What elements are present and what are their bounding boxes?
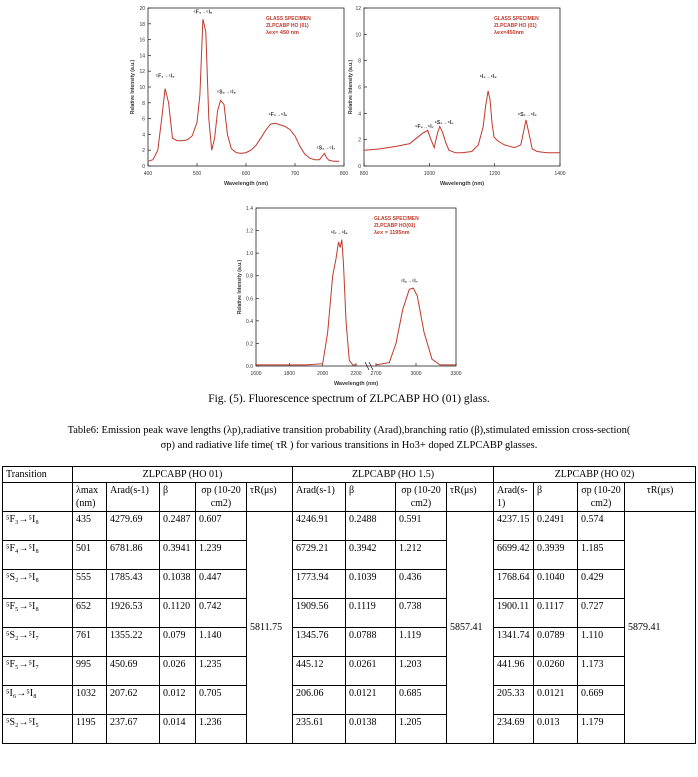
spectrum-chart-mir <box>232 200 468 390</box>
cell-arad-3: 4237.15 <box>494 512 534 541</box>
cell-beta-1: 0.012 <box>160 686 196 715</box>
cell-sigma-3: 1.185 <box>578 541 625 570</box>
cell-beta-1: 0.2487 <box>160 512 196 541</box>
cell-transition: ⁵I₆→⁵I₈ <box>3 686 73 715</box>
cell-sigma-2: 1.212 <box>396 541 447 570</box>
cell-lambda: 435 <box>73 512 107 541</box>
cell-arad-1: 1926.53 <box>107 599 160 628</box>
header-arad-1: Arad(s-1) <box>107 483 160 512</box>
cell-beta-2: 0.0788 <box>346 628 396 657</box>
spectrum-chart-mir-svg <box>232 200 468 390</box>
x-tick-label: 800 <box>339 171 349 177</box>
cell-arad-3: 6699.42 <box>494 541 534 570</box>
y-axis-label: Relative Intensity (a.u.) <box>348 59 354 115</box>
cell-sigma-3: 0.669 <box>578 686 625 715</box>
x-tick-label: 1400 <box>554 171 566 177</box>
cell-arad-2: 1345.76 <box>293 628 346 657</box>
cell-sigma-3: 1.173 <box>578 657 625 686</box>
cell-sigma-3: 1.179 <box>578 715 625 744</box>
cell-arad-2: 1773.94 <box>293 570 346 599</box>
legend-entry: λex= 450 nm <box>266 30 299 36</box>
x-tick-label: 1200 <box>489 171 501 177</box>
y-tick-label: 0.4 <box>246 318 253 325</box>
cell-sigma-1: 1.235 <box>196 657 247 686</box>
legend-entry: ZLPCABP HO (01) <box>494 23 537 29</box>
transition-annotation: ⁵I₆→⁵I₈ <box>479 73 497 80</box>
cell-sigma-1: 0.447 <box>196 570 247 599</box>
y-tick-label: 2 <box>142 148 145 155</box>
x-tick-label: 3000 <box>410 371 422 377</box>
header-tau-2: τR(μs) <box>447 483 494 512</box>
header-tau-3: τR(μs) <box>625 483 696 512</box>
y-tick-label: 14 <box>139 53 145 60</box>
cell-sigma-1: 1.239 <box>196 541 247 570</box>
cell-beta-2: 0.0138 <box>346 715 396 744</box>
y-tick-label: 8 <box>142 100 145 107</box>
cell-arad-2: 6729.21 <box>293 541 346 570</box>
table-row <box>3 628 696 657</box>
cell-beta-3: 0.1117 <box>534 599 578 628</box>
cell-transition: ⁵F₄→⁵I₈ <box>3 541 73 570</box>
table-title-line-2: σp) and radiative life time( τR ) for various transitions in Ho3+ doped ZLPCABP glasses. <box>160 440 538 451</box>
transition-annotation: ⁵F₄→⁵I₈ <box>193 9 213 16</box>
cell-beta-3: 0.013 <box>534 715 578 744</box>
x-tick-label: 800 <box>359 171 369 177</box>
cell-tau-3: 5879.41 <box>625 512 696 744</box>
table-group-header-row <box>3 467 696 483</box>
y-tick-label: 12 <box>139 69 145 76</box>
cell-beta-2: 0.3942 <box>346 541 396 570</box>
transition-annotation: ⁵S₂→⁵I₈ <box>216 89 236 96</box>
cell-lambda: 761 <box>73 628 107 657</box>
y-tick-label: 16 <box>139 37 145 44</box>
cell-arad-1: 450.69 <box>107 657 160 686</box>
cell-tau-2: 5857.41 <box>447 512 494 744</box>
table-column-header-row <box>3 483 696 512</box>
cell-arad-3: 441.96 <box>494 657 534 686</box>
cell-sigma-1: 0.607 <box>196 512 247 541</box>
x-axis-label: Wavelength (nm) <box>223 181 269 187</box>
spectrum-chart-nir <box>339 0 572 190</box>
legend-entry: GLASS SPECIMEN <box>266 16 311 22</box>
header-sigma-1: σp (10-20 cm2) <box>196 483 247 512</box>
cell-arad-2: 4246.91 <box>293 512 346 541</box>
header-beta-1: β <box>160 483 196 512</box>
transition-annotation: ⁵F₅→⁵I₇ <box>415 123 434 130</box>
cell-beta-1: 0.026 <box>160 657 196 686</box>
y-tick-label: 4 <box>142 132 145 139</box>
transition-annotation: ⁵S₂→⁵I₇ <box>316 145 336 152</box>
cell-transition: ⁵S₂→⁵I₅ <box>3 715 73 744</box>
x-tick-label: 400 <box>143 171 153 177</box>
cell-lambda: 1032 <box>73 686 107 715</box>
y-tick-label: 1.4 <box>246 206 253 212</box>
table-row <box>3 657 696 686</box>
legend-entry: ZLPCABP HO (01) <box>266 23 309 29</box>
y-tick-label: 6 <box>358 85 361 91</box>
header-arad-2: Arad(s-1) <box>293 483 346 512</box>
transition-annotation: ⁵S₂→⁵I₆ <box>434 119 454 126</box>
header-lambda: λmax (nm) <box>73 483 107 512</box>
series-line <box>376 288 456 365</box>
table-row <box>3 570 696 599</box>
header-sigma-2: σp (10-20 cm2) <box>396 483 447 512</box>
header-arad-3: Arad(s-1) <box>494 483 534 512</box>
cell-beta-1: 0.1120 <box>160 599 196 628</box>
y-tick-label: 8 <box>358 58 361 65</box>
header-empty <box>3 483 73 512</box>
spectrum-chart-nir-svg <box>339 0 572 190</box>
x-tick-label: 1800 <box>283 371 295 377</box>
y-tick-label: 0.8 <box>246 273 253 280</box>
cell-arad-3: 1900.11 <box>494 599 534 628</box>
cell-beta-1: 0.1038 <box>160 570 196 599</box>
cell-beta-2: 0.0121 <box>346 686 396 715</box>
x-tick-label: 700 <box>290 171 300 177</box>
cell-beta-3: 0.2491 <box>534 512 578 541</box>
header-beta-3: β <box>534 483 578 512</box>
cell-beta-3: 0.0121 <box>534 686 578 715</box>
header-group-ho15: ZLPCABP (HO 1.5) <box>293 467 494 483</box>
x-axis-label: Wavelength (nm) <box>439 181 485 187</box>
table-title-line-1: Table6: Emission peak wave lengths (λp),radiative transition probability (Arad),branching ratio (β),stimulated emission cross-section( <box>67 425 631 436</box>
x-tick-label: 1000 <box>423 171 435 177</box>
cell-beta-2: 0.1119 <box>346 599 396 628</box>
transition-annotation: ⁵F₃→⁵I₈ <box>155 73 175 80</box>
emission-table <box>2 466 696 744</box>
transition-annotation: ⁵I₇→⁵I₈ <box>330 229 348 236</box>
header-beta-2: β <box>346 483 396 512</box>
y-tick-label: 1.0 <box>246 251 253 258</box>
spectrum-chart-visible <box>122 0 350 190</box>
cell-beta-3: 0.3939 <box>534 541 578 570</box>
y-axis-label: Relative Intensity (a.u.) <box>130 59 136 115</box>
table-row <box>3 512 696 541</box>
cell-sigma-3: 0.727 <box>578 599 625 628</box>
cell-sigma-2: 0.436 <box>396 570 447 599</box>
y-tick-label: 0 <box>142 164 145 170</box>
x-tick-label: 2700 <box>370 371 382 377</box>
y-tick-label: 20 <box>139 6 145 12</box>
cell-arad-2: 235.61 <box>293 715 346 744</box>
series-line <box>364 91 560 153</box>
transition-annotation: ⁵I₆→⁵I₇ <box>400 278 418 285</box>
cell-sigma-3: 0.574 <box>578 512 625 541</box>
spectrum-chart-visible-svg <box>122 0 350 190</box>
cell-arad-3: 234.69 <box>494 715 534 744</box>
cell-sigma-1: 1.236 <box>196 715 247 744</box>
cell-arad-3: 1768.64 <box>494 570 534 599</box>
cell-sigma-3: 0.429 <box>578 570 625 599</box>
x-tick-label: 1600 <box>250 371 262 377</box>
y-tick-label: 2 <box>358 137 361 144</box>
y-tick-label: 6 <box>142 116 145 123</box>
transition-annotation: ⁵S₂→⁵I₅ <box>517 111 537 118</box>
cell-sigma-2: 0.591 <box>396 512 447 541</box>
legend-entry: ZLPCABP HO(01) <box>374 223 416 229</box>
cell-arad-2: 445.12 <box>293 657 346 686</box>
table-row <box>3 715 696 744</box>
y-tick-label: 0.0 <box>246 364 253 370</box>
cell-arad-1: 237.67 <box>107 715 160 744</box>
cell-beta-1: 0.3941 <box>160 541 196 570</box>
cell-sigma-3: 1.110 <box>578 628 625 657</box>
legend-entry: GLASS SPECIMEN <box>494 16 539 22</box>
cell-beta-2: 0.2488 <box>346 512 396 541</box>
cell-arad-3: 1341.74 <box>494 628 534 657</box>
cell-sigma-1: 0.705 <box>196 686 247 715</box>
plot-frame <box>256 208 456 366</box>
cell-sigma-2: 1.119 <box>396 628 447 657</box>
plot-frame <box>148 8 344 166</box>
cell-arad-1: 4279.69 <box>107 512 160 541</box>
cell-beta-3: 0.1040 <box>534 570 578 599</box>
header-group-ho02: ZLPCABP (HO 02) <box>494 467 696 483</box>
series-line <box>148 19 339 161</box>
header-sigma-3: σp (10-20 cm2) <box>578 483 625 512</box>
y-tick-label: 1.2 <box>246 228 253 235</box>
header-group-ho01: ZLPCABP (HO 01) <box>73 467 293 483</box>
cell-transition: ⁵F₃→⁵I₈ <box>3 512 73 541</box>
transition-annotation: ⁵F₅→⁵I₈ <box>268 112 288 119</box>
cell-arad-1: 207.62 <box>107 686 160 715</box>
cell-sigma-2: 0.685 <box>396 686 447 715</box>
figure-caption: Fig. (5). Fluorescence spectrum of ZLPCABP HO (01) glass. <box>208 393 490 405</box>
y-tick-label: 10 <box>139 85 145 91</box>
cell-lambda: 1195 <box>73 715 107 744</box>
table-row <box>3 686 696 715</box>
cell-arad-1: 1355.22 <box>107 628 160 657</box>
cell-transition: ⁵F₅→⁵I₇ <box>3 657 73 686</box>
x-tick-label: 3300 <box>450 371 462 377</box>
table-row <box>3 599 696 628</box>
cell-beta-1: 0.014 <box>160 715 196 744</box>
x-tick-label: 2200 <box>350 371 362 377</box>
cell-arad-2: 1909.56 <box>293 599 346 628</box>
y-tick-label: 4 <box>358 111 361 118</box>
cell-transition: ⁵S₂→⁵I₈ <box>3 570 73 599</box>
y-axis-label: Relative Intensity (a.u.) <box>237 259 243 315</box>
cell-beta-3: 0.0789 <box>534 628 578 657</box>
y-tick-label: 18 <box>139 21 145 28</box>
cell-arad-1: 1785.43 <box>107 570 160 599</box>
x-tick-label: 500 <box>192 171 202 177</box>
cell-beta-3: 0.0260 <box>534 657 578 686</box>
x-tick-label: 600 <box>241 171 251 177</box>
cell-lambda: 555 <box>73 570 107 599</box>
header-tau-1: τR(μs) <box>247 483 293 512</box>
cell-sigma-1: 1.140 <box>196 628 247 657</box>
cell-lambda: 652 <box>73 599 107 628</box>
cell-arad-2: 206.06 <box>293 686 346 715</box>
table-row <box>3 541 696 570</box>
x-tick-label: 2000 <box>317 371 329 377</box>
y-tick-label: 0.6 <box>246 296 253 303</box>
cell-tau-1: 5811.75 <box>247 512 293 744</box>
cell-arad-1: 6781.86 <box>107 541 160 570</box>
y-tick-label: 0 <box>358 164 361 170</box>
cell-sigma-2: 1.205 <box>396 715 447 744</box>
header-transition: Transition <box>3 467 73 483</box>
cell-sigma-1: 0.742 <box>196 599 247 628</box>
y-tick-label: 12 <box>355 6 361 12</box>
cell-beta-1: 0.079 <box>160 628 196 657</box>
cell-arad-3: 205.33 <box>494 686 534 715</box>
cell-sigma-2: 0.738 <box>396 599 447 628</box>
legend-entry: λex=450nm <box>494 30 524 36</box>
cell-lambda: 501 <box>73 541 107 570</box>
y-tick-label: 0.2 <box>246 341 253 348</box>
series-line <box>256 240 356 365</box>
cell-beta-2: 0.0261 <box>346 657 396 686</box>
cell-beta-2: 0.1039 <box>346 570 396 599</box>
x-axis-label: Wavelength (nm) <box>333 381 379 387</box>
cell-lambda: 995 <box>73 657 107 686</box>
y-tick-label: 10 <box>355 32 361 39</box>
cell-sigma-2: 1.203 <box>396 657 447 686</box>
table-title <box>40 423 658 453</box>
legend-entry: λex = 1195nm <box>374 230 410 236</box>
cell-transition: ⁵S₂→⁵I₇ <box>3 628 73 657</box>
legend-entry: GLASS SPECIMEN <box>374 216 419 222</box>
cell-transition: ⁵F₅→⁵I₈ <box>3 599 73 628</box>
